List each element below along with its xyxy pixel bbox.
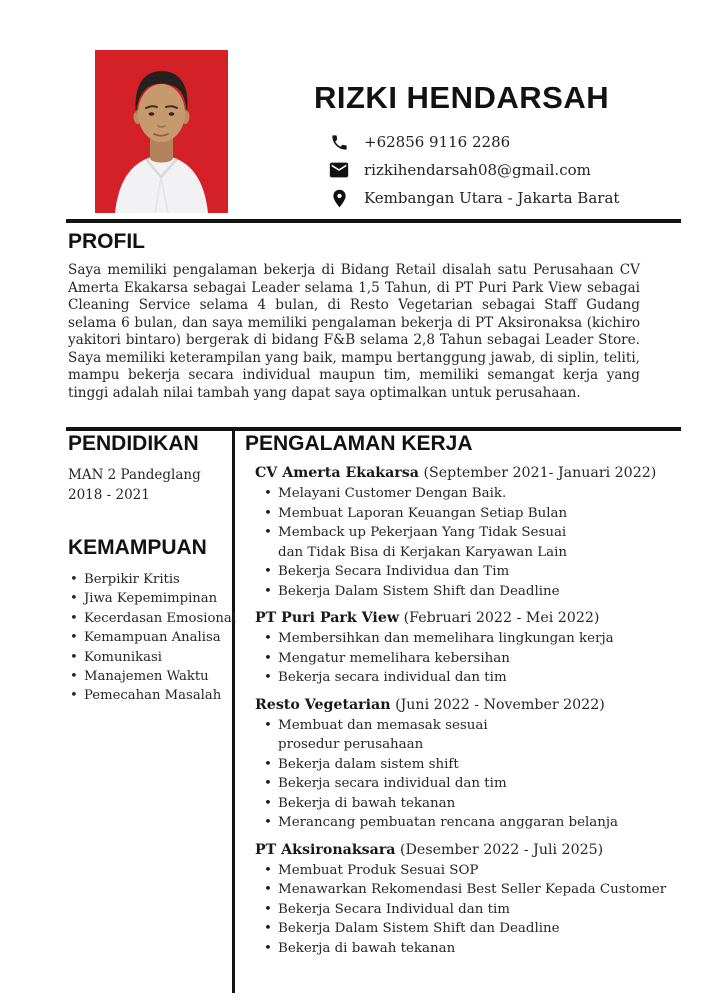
bullet-text: Membuat dan memasak sesuai [278, 717, 488, 733]
school-years: 2018 - 2021 [68, 487, 150, 503]
skill-item: • Kemampuan Analisa [68, 628, 230, 647]
bullet-text: Bekerja secara individual dan tim [278, 776, 507, 791]
bullet-dot: • [264, 564, 272, 579]
name-heading: RIZKI HENDARSAH [314, 80, 610, 115]
bullet-item [245, 484, 681, 504]
contact-row [314, 184, 694, 212]
job-period: (Juni 2022 - November 2022) [390, 696, 605, 713]
job-period: (September 2021- Januari 2022) [418, 465, 657, 481]
bullet-text: prosedur perusahaan [278, 737, 424, 752]
skills-list [68, 570, 236, 706]
job-heading [245, 840, 681, 860]
bullet-text: Bekerja dalam sistem shift [278, 756, 459, 772]
contact-row [314, 128, 694, 156]
job-entry [245, 840, 681, 959]
job-company: CV Amerta Ekakarsa [255, 465, 419, 481]
bullet-dot: • [264, 776, 272, 791]
bullet-item [245, 755, 681, 775]
bullet-dot: • [264, 756, 272, 772]
bullet-item [245, 794, 681, 814]
bullet-dot: • [264, 862, 272, 878]
right-column [245, 431, 681, 958]
header [314, 80, 694, 212]
bullet-dot: • [264, 505, 272, 521]
bullet-dot: • [264, 921, 272, 936]
pendidikan-title: PENDIDIKAN [68, 432, 199, 455]
job-bullet-list [245, 484, 681, 601]
skill-item: • Jiwa Kepemimpinan [68, 589, 230, 608]
bullet-dot: • [70, 591, 78, 607]
bullet-dot: • [70, 649, 78, 665]
bullet-text: Membersihkan dan memelihara lingkungan kerja [278, 631, 614, 646]
bullet-dot: • [264, 795, 272, 811]
profil-text: Saya memiliki pengalaman bekerja di Bidang Retail disalah satu Perusahaan CV Amerta Ekakarsa sebagai Leader selama 1,5 Tahun, di PT Puri Park View sebagai Cleaning Service selama 4 bulan, di Resto Vegetarian sebagai Staff Gudang selama 6 bulan, dan saya memiliki pengalaman bekerja di PT Aksironaksa (kichiro yakitori bintaro) bergerak di bidang F&B selama 2,8 Tahun sebagai Leader Store. Saya memiliki keterampilan yang baik, mampu bertanggung jawab, di siplin, teliti, mampu bekerja secara individual maupun tim, memiliki semangat kerja yang tinggi adalah nilai tambah yang dapat saya optimalkan untuk perusahaan. [68, 262, 640, 401]
bullet-item [245, 900, 681, 920]
contact-text: +62856 9116 2286 [364, 133, 511, 151]
bullet-text: Menawarkan Rekomendasi Best Seller Kepada Customer [278, 882, 667, 897]
person-portrait-icon [95, 50, 228, 213]
job-heading [245, 463, 681, 483]
skill-item: • Berpikir Kritis [68, 570, 230, 589]
bullet-item [245, 523, 681, 562]
contact-row [314, 156, 694, 184]
bullet-item [245, 774, 681, 794]
bullet-dot: • [264, 882, 272, 897]
bullet-text: Memback up Pekerjaan Yang Tidak Sesuai [278, 525, 567, 540]
bullet-text: Membuat Produk Sesuai SOP [278, 862, 479, 878]
profil-section [68, 229, 640, 402]
skill-item: • Pemecahan Masalah [68, 686, 230, 705]
bullet-item [245, 939, 681, 959]
jobs-list [245, 463, 681, 958]
contact-text: rizkihendarsah08@gmail.com [364, 161, 591, 179]
bullet-text: dan Tidak Bisa di Kerjakan Karyawan Lain [278, 544, 568, 560]
job-heading [245, 695, 681, 715]
job-entry [245, 695, 681, 833]
bullet-dot: • [264, 717, 272, 733]
bullet-item [245, 562, 681, 582]
bullet-dot: • [264, 670, 272, 685]
bullet-text: Bekerja Dalam Sistem Shift dan Deadline [278, 921, 560, 936]
location-pin-icon [314, 188, 364, 209]
bullet-dot: • [264, 631, 272, 646]
bullet-dot: • [70, 669, 78, 685]
pengalaman-title: PENGALAMAN KERJA [245, 432, 473, 455]
kemampuan-title: KEMAMPUAN [68, 536, 207, 559]
job-bullet-list [245, 629, 681, 688]
profile-photo [95, 50, 228, 213]
job-company: PT Aksironaksara [255, 841, 396, 858]
bullet-text: Bekerja Dalam Sistem Shift dan Deadline [278, 583, 560, 599]
header-divider [66, 219, 681, 223]
bullet-item [245, 813, 681, 833]
job-bullet-list [245, 716, 681, 833]
job-company: Resto Vegetarian [255, 696, 391, 713]
bullet-text: Bekerja Secara Individua dan Tim [278, 564, 510, 579]
left-column [68, 431, 236, 706]
contact-list [314, 128, 694, 212]
bullet-text: Bekerja di bawah tekanan [278, 940, 456, 956]
bullet-dot: • [264, 940, 272, 956]
school-name: MAN 2 Pandeglang [68, 467, 201, 483]
profil-title: PROFIL [68, 230, 145, 253]
bullet-text: Bekerja secara individual dan tim [278, 670, 507, 685]
job-entry [245, 608, 681, 688]
bullet-item [245, 880, 681, 900]
skill-item: • Manajemen Waktu [68, 667, 230, 686]
bullet-item [245, 861, 681, 881]
bullet-dot: • [264, 525, 272, 540]
bullet-text: Bekerja Secara Individual dan tim [278, 901, 510, 917]
skill-item: • Komunikasi [68, 648, 230, 667]
bullet-item [245, 919, 681, 939]
bullet-dot: • [70, 688, 78, 704]
bullet-text: Mengatur memelihara kebersihan [278, 650, 510, 666]
bullet-dot: • [70, 630, 78, 646]
bullet-dot: • [264, 815, 272, 830]
skill-item: • Kecerdasan Emosional [68, 609, 230, 628]
bullet-item [245, 582, 681, 602]
job-company: PT Puri Park View [255, 610, 400, 626]
bullet-dot: • [264, 901, 272, 917]
column-divider [232, 427, 235, 993]
bullet-dot: • [70, 610, 78, 626]
bullet-text: Melayani Customer Dengan Baik. [278, 486, 507, 501]
job-bullet-list [245, 861, 681, 959]
bullet-dot: • [264, 486, 272, 501]
envelope-icon [314, 159, 364, 181]
phone-icon [314, 133, 364, 152]
job-period: (Desember 2022 - Juli 2025) [395, 841, 604, 858]
contact-text: Kembangan Utara - Jakarta Barat [364, 189, 620, 207]
bullet-text: Bekerja di bawah tekanan [278, 795, 456, 811]
job-entry [245, 463, 681, 601]
bullet-item [245, 629, 681, 649]
bullet-item [245, 668, 681, 688]
bullet-dot: • [264, 583, 272, 599]
bullet-dot: • [70, 572, 78, 587]
bullet-text: Merancang pembuatan rencana anggaran belanja [278, 815, 619, 830]
bullet-item [245, 716, 681, 755]
bullet-item [245, 649, 681, 669]
job-period: (Februari 2022 - Mei 2022) [399, 610, 600, 626]
bullet-text: Membuat Laporan Keuangan Setiap Bulan [278, 505, 568, 521]
job-heading [245, 608, 681, 628]
bullet-item [245, 504, 681, 524]
bullet-dot: • [264, 650, 272, 666]
